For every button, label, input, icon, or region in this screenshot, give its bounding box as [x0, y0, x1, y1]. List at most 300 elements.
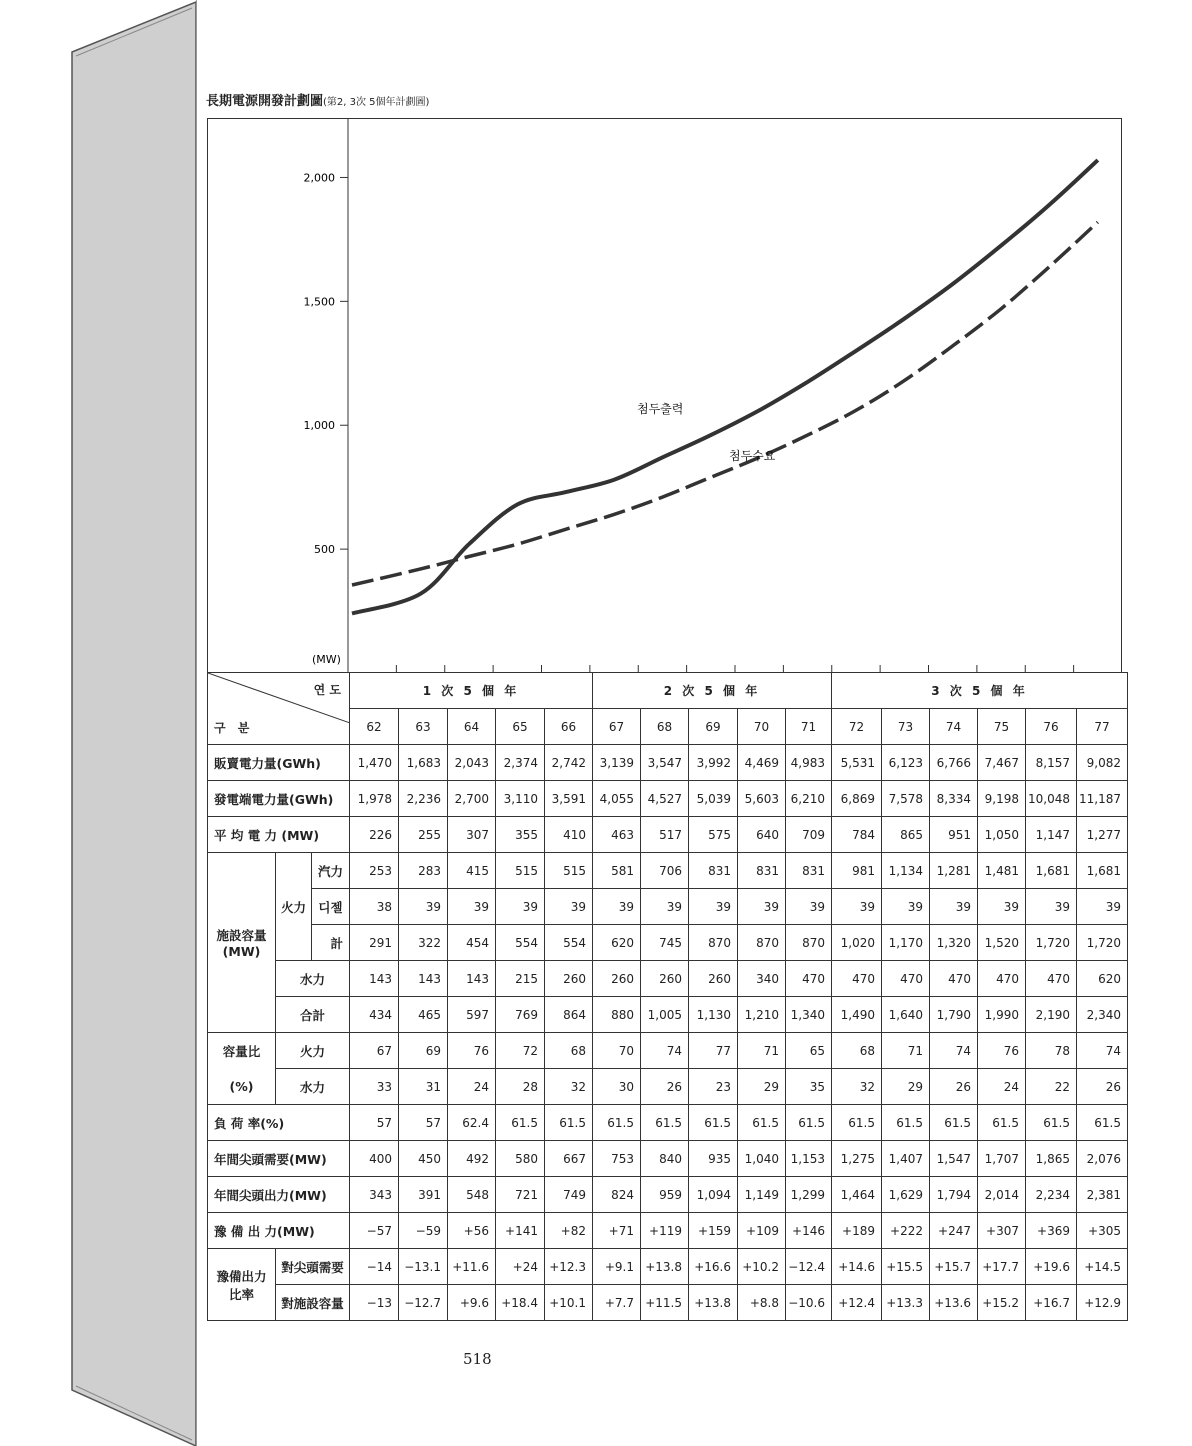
data-cell: +12.3 — [545, 1249, 593, 1285]
thermal-label: 火力 — [276, 853, 312, 961]
data-cell: 640 — [738, 817, 786, 853]
capacity-label-cell — [208, 853, 276, 1033]
row-label: 對施設容量 — [276, 1285, 350, 1321]
data-cell: 517 — [641, 817, 689, 853]
capacity-label: 施設容量 — [216, 928, 267, 943]
row-label: 年間尖頭需要(MW) — [208, 1141, 350, 1177]
data-cell: 32 — [545, 1069, 593, 1105]
data-cell: 39 — [786, 889, 832, 925]
data-cell: 1,490 — [832, 997, 882, 1033]
data-cell: 1,134 — [882, 853, 930, 889]
data-cell: 935 — [689, 1141, 738, 1177]
year-cell: 69 — [689, 709, 738, 745]
data-cell: 515 — [496, 853, 545, 889]
data-cell: 4,983 — [786, 745, 832, 781]
data-cell: +11.5 — [641, 1285, 689, 1321]
data-cell: +10.2 — [738, 1249, 786, 1285]
data-cell: 69 — [399, 1033, 448, 1069]
data-cell: +12.9 — [1077, 1285, 1128, 1321]
data-cell: 3,591 — [545, 781, 593, 817]
year-cell: 62 — [350, 709, 399, 745]
data-cell: 71 — [738, 1033, 786, 1069]
data-cell: 343 — [350, 1177, 399, 1213]
data-cell: 39 — [448, 889, 496, 925]
data-cell: −10.6 — [786, 1285, 832, 1321]
year-cell: 73 — [882, 709, 930, 745]
division-label: 구 분 — [214, 721, 254, 735]
row-label: 合計 — [276, 997, 350, 1033]
data-cell: 9,082 — [1077, 745, 1128, 781]
reserve-ratio-label-cell — [208, 1249, 276, 1321]
data-cell: 1,720 — [1077, 925, 1128, 961]
data-cell: 959 — [641, 1177, 689, 1213]
data-cell: 61.5 — [496, 1105, 545, 1141]
data-cell: 33 — [350, 1069, 399, 1105]
data-cell: 554 — [545, 925, 593, 961]
year-cell: 71 — [786, 709, 832, 745]
table-row-diesel — [208, 889, 1128, 925]
data-cell: 5,039 — [689, 781, 738, 817]
data-cell: 465 — [399, 997, 448, 1033]
reserve-ratio-label-2: 比率 — [228, 1286, 254, 1302]
data-cell: 7,578 — [882, 781, 930, 817]
series-line-peak-demand — [352, 222, 1098, 585]
data-cell: 721 — [496, 1177, 545, 1213]
data-cell: +141 — [496, 1213, 545, 1249]
y-tick-label: 1,500 — [303, 295, 335, 309]
data-cell: 3,110 — [496, 781, 545, 817]
data-cell: 260 — [545, 961, 593, 997]
data-cell: 745 — [641, 925, 689, 961]
data-cell: 1,170 — [882, 925, 930, 961]
data-cell: 8,334 — [930, 781, 978, 817]
year-cell: 74 — [930, 709, 978, 745]
data-cell: 1,707 — [978, 1141, 1026, 1177]
data-cell: 2,014 — [978, 1177, 1026, 1213]
data-cell: 1,990 — [978, 997, 1026, 1033]
data-cell: 61.5 — [545, 1105, 593, 1141]
y-tick-label: 2,000 — [303, 171, 335, 185]
year-label: 연 도 — [313, 683, 341, 697]
row-label: 販賣電力量(GWh) — [208, 745, 350, 781]
table-row-sales — [208, 745, 1128, 781]
year-cell: 67 — [593, 709, 641, 745]
data-cell: +18.4 — [496, 1285, 545, 1321]
row-label: 計 — [312, 925, 350, 961]
data-cell: 6,123 — [882, 745, 930, 781]
data-cell: 1,149 — [738, 1177, 786, 1213]
year-cell: 65 — [496, 709, 545, 745]
data-cell: 548 — [448, 1177, 496, 1213]
data-cell: 831 — [738, 853, 786, 889]
data-cell: 307 — [448, 817, 496, 853]
data-cell: +13.6 — [930, 1285, 978, 1321]
data-cell: +159 — [689, 1213, 738, 1249]
data-cell: −12.4 — [786, 1249, 832, 1285]
data-table — [207, 672, 1128, 1321]
data-cell: 1,470 — [350, 745, 399, 781]
data-cell: +82 — [545, 1213, 593, 1249]
data-cell: 39 — [832, 889, 882, 925]
data-cell: 39 — [399, 889, 448, 925]
table-row-reserve — [208, 1213, 1128, 1249]
data-cell: 470 — [832, 961, 882, 997]
data-cell: 1,481 — [978, 853, 1026, 889]
data-cell: +71 — [593, 1213, 641, 1249]
data-cell: +13.8 — [641, 1249, 689, 1285]
data-cell: 76 — [978, 1033, 1026, 1069]
data-cell: 2,742 — [545, 745, 593, 781]
data-cell: 415 — [448, 853, 496, 889]
data-cell: 870 — [786, 925, 832, 961]
series-line-peak-output — [352, 160, 1098, 613]
row-label: 對尖頭需要 — [276, 1249, 350, 1285]
title-subtitle: (第2, 3次 5個年計劃圖) — [323, 97, 430, 108]
data-cell: +14.6 — [832, 1249, 882, 1285]
capacity-unit: (MW) — [222, 944, 261, 959]
header-row-periods — [208, 673, 1128, 709]
table-row-ratio-hydro — [208, 1069, 1128, 1105]
data-cell: +307 — [978, 1213, 1026, 1249]
ratio-label: 容量比 — [208, 1033, 276, 1069]
data-cell: 1,153 — [786, 1141, 832, 1177]
data-cell: 39 — [545, 889, 593, 925]
data-cell: 1,520 — [978, 925, 1026, 961]
data-cell: 709 — [786, 817, 832, 853]
data-cell: 1,020 — [832, 925, 882, 961]
data-cell: 215 — [496, 961, 545, 997]
data-cell: 57 — [399, 1105, 448, 1141]
data-cell: +9.1 — [593, 1249, 641, 1285]
data-cell: 35 — [786, 1069, 832, 1105]
data-cell: 31 — [399, 1069, 448, 1105]
data-cell: 355 — [496, 817, 545, 853]
data-cell: 1,210 — [738, 997, 786, 1033]
data-cell: 2,190 — [1026, 997, 1077, 1033]
data-cell: 26 — [1077, 1069, 1128, 1105]
data-cell: 784 — [832, 817, 882, 853]
data-cell: 1,681 — [1026, 853, 1077, 889]
data-cell: −13.1 — [399, 1249, 448, 1285]
reserve-ratio-label: 豫備出力 — [216, 1268, 267, 1284]
data-cell: −12.7 — [399, 1285, 448, 1321]
row-label: 發電端電力量(GWh) — [208, 781, 350, 817]
table-row-reserve-vs-capacity — [208, 1285, 1128, 1321]
data-cell: 515 — [545, 853, 593, 889]
data-cell: +15.5 — [882, 1249, 930, 1285]
data-cell: 470 — [786, 961, 832, 997]
data-cell: 1,640 — [882, 997, 930, 1033]
data-cell: 667 — [545, 1141, 593, 1177]
table-row-hydro — [208, 961, 1128, 997]
data-cell: 769 — [496, 997, 545, 1033]
data-cell: 1,275 — [832, 1141, 882, 1177]
data-cell: +8.8 — [738, 1285, 786, 1321]
row-label: 水力 — [276, 1069, 350, 1105]
title-main: 長期電源開發計劃圖 — [206, 94, 324, 109]
data-cell: 1,790 — [930, 997, 978, 1033]
data-cell: 4,527 — [641, 781, 689, 817]
data-cell: +10.1 — [545, 1285, 593, 1321]
year-cell: 64 — [448, 709, 496, 745]
page-number: 518 — [463, 1350, 492, 1368]
data-cell: 1,683 — [399, 745, 448, 781]
year-cell: 77 — [1077, 709, 1128, 745]
data-cell: 77 — [689, 1033, 738, 1069]
data-cell: 749 — [545, 1177, 593, 1213]
data-cell: 255 — [399, 817, 448, 853]
data-cell: 1,407 — [882, 1141, 930, 1177]
data-cell: 76 — [448, 1033, 496, 1069]
data-cell: 68 — [545, 1033, 593, 1069]
table-row-steam — [208, 853, 1128, 889]
data-cell: 74 — [930, 1033, 978, 1069]
data-cell: 39 — [689, 889, 738, 925]
data-cell: 39 — [882, 889, 930, 925]
data-cell: 29 — [738, 1069, 786, 1105]
data-cell: 10,048 — [1026, 781, 1077, 817]
data-cell: +12.4 — [832, 1285, 882, 1321]
data-cell: 831 — [786, 853, 832, 889]
data-cell: 597 — [448, 997, 496, 1033]
y-tick-label: 500 — [314, 543, 335, 557]
table-row-ratio-thermal — [208, 1033, 1128, 1069]
data-cell: 434 — [350, 997, 399, 1033]
data-cell: 260 — [641, 961, 689, 997]
data-cell: +247 — [930, 1213, 978, 1249]
data-cell: 1,340 — [786, 997, 832, 1033]
data-cell: 470 — [930, 961, 978, 997]
data-cell: 2,076 — [1077, 1141, 1128, 1177]
data-cell: 2,700 — [448, 781, 496, 817]
year-cell: 76 — [1026, 709, 1077, 745]
data-cell: 3,547 — [641, 745, 689, 781]
data-cell: 2,236 — [399, 781, 448, 817]
data-cell: 61.5 — [882, 1105, 930, 1141]
data-cell: 1,005 — [641, 997, 689, 1033]
period-header: 2 次 5 個 年 — [593, 673, 832, 709]
data-cell: 8,157 — [1026, 745, 1077, 781]
data-cell: 39 — [978, 889, 1026, 925]
data-cell: 470 — [978, 961, 1026, 997]
data-cell: +119 — [641, 1213, 689, 1249]
table-row-generation — [208, 781, 1128, 817]
data-cell: 39 — [1077, 889, 1128, 925]
data-cell: 5,603 — [738, 781, 786, 817]
row-label: 디젤 — [312, 889, 350, 925]
chart-frame — [208, 119, 1122, 673]
data-cell: 71 — [882, 1033, 930, 1069]
data-cell: 3,139 — [593, 745, 641, 781]
data-cell: 39 — [930, 889, 978, 925]
data-cell: 951 — [930, 817, 978, 853]
data-cell: 30 — [593, 1069, 641, 1105]
data-cell: +109 — [738, 1213, 786, 1249]
data-cell: −57 — [350, 1213, 399, 1249]
data-cell: 61.5 — [641, 1105, 689, 1141]
data-cell: 753 — [593, 1141, 641, 1177]
data-cell: −13 — [350, 1285, 399, 1321]
data-cell: 1,094 — [689, 1177, 738, 1213]
data-cell: +369 — [1026, 1213, 1077, 1249]
data-cell: 340 — [738, 961, 786, 997]
data-cell: 26 — [641, 1069, 689, 1105]
data-cell: 410 — [545, 817, 593, 853]
data-cell: 6,766 — [930, 745, 978, 781]
data-cell: 74 — [1077, 1033, 1128, 1069]
data-cell: 38 — [350, 889, 399, 925]
power-chart — [207, 118, 1122, 674]
data-cell: 253 — [350, 853, 399, 889]
data-cell: 11,187 — [1077, 781, 1128, 817]
table-row-average — [208, 817, 1128, 853]
data-cell: 143 — [350, 961, 399, 997]
data-cell: 32 — [832, 1069, 882, 1105]
data-cell: 1,978 — [350, 781, 399, 817]
row-label: 年間尖頭出力(MW) — [208, 1177, 350, 1213]
data-cell: 78 — [1026, 1033, 1077, 1069]
data-cell: 39 — [1026, 889, 1077, 925]
data-cell: 74 — [641, 1033, 689, 1069]
data-cell: 870 — [689, 925, 738, 961]
data-cell: 9,198 — [978, 781, 1026, 817]
data-cell: 62.4 — [448, 1105, 496, 1141]
data-cell: 2,234 — [1026, 1177, 1077, 1213]
year-cell: 63 — [399, 709, 448, 745]
data-cell: +146 — [786, 1213, 832, 1249]
data-cell: 865 — [882, 817, 930, 853]
data-cell: 620 — [593, 925, 641, 961]
data-cell: 492 — [448, 1141, 496, 1177]
data-cell: 61.5 — [1077, 1105, 1128, 1141]
year-cell: 75 — [978, 709, 1026, 745]
data-cell: 620 — [1077, 961, 1128, 997]
y-tick-label: 1,000 — [303, 419, 335, 433]
data-cell: 454 — [448, 925, 496, 961]
data-cell: 61.5 — [978, 1105, 1026, 1141]
data-cell: +16.6 — [689, 1249, 738, 1285]
data-cell: 1,281 — [930, 853, 978, 889]
data-cell: 29 — [882, 1069, 930, 1105]
data-cell: 61.5 — [593, 1105, 641, 1141]
data-cell: 581 — [593, 853, 641, 889]
data-cell: 824 — [593, 1177, 641, 1213]
table-row-load-factor — [208, 1105, 1128, 1141]
data-cell: 22 — [1026, 1069, 1077, 1105]
year-cell: 70 — [738, 709, 786, 745]
period-header: 1 次 5 個 年 — [350, 673, 593, 709]
data-cell: 831 — [689, 853, 738, 889]
data-cell: 26 — [930, 1069, 978, 1105]
data-cell: +17.7 — [978, 1249, 1026, 1285]
data-cell: 1,547 — [930, 1141, 978, 1177]
data-cell: 39 — [593, 889, 641, 925]
data-cell: 5,531 — [832, 745, 882, 781]
series-label-peak-demand: 첨두수요 — [729, 449, 776, 463]
data-cell: +189 — [832, 1213, 882, 1249]
data-cell: +56 — [448, 1213, 496, 1249]
row-label: 負 荷 率(%) — [208, 1105, 350, 1141]
data-cell: 880 — [593, 997, 641, 1033]
data-cell: 1,720 — [1026, 925, 1077, 961]
year-cell: 72 — [832, 709, 882, 745]
row-label: 水力 — [276, 961, 350, 997]
row-label: 豫 備 出 力(MW) — [208, 1213, 350, 1249]
data-cell: 1,130 — [689, 997, 738, 1033]
data-cell: 6,210 — [786, 781, 832, 817]
data-cell: 1,320 — [930, 925, 978, 961]
page-title — [206, 90, 429, 109]
data-cell: 24 — [448, 1069, 496, 1105]
data-cell: 143 — [448, 961, 496, 997]
data-cell: +305 — [1077, 1213, 1128, 1249]
table-row-peak-output — [208, 1177, 1128, 1213]
data-cell: 28 — [496, 1069, 545, 1105]
data-cell: +15.7 — [930, 1249, 978, 1285]
data-cell: +7.7 — [593, 1285, 641, 1321]
data-cell: 226 — [350, 817, 399, 853]
data-cell: 322 — [399, 925, 448, 961]
data-cell: 580 — [496, 1141, 545, 1177]
book-spine — [0, 0, 200, 1446]
data-cell: 864 — [545, 997, 593, 1033]
data-cell: 2,043 — [448, 745, 496, 781]
data-cell: 2,381 — [1077, 1177, 1128, 1213]
table-row-thermal-subtotal — [208, 925, 1128, 961]
data-cell: 283 — [399, 853, 448, 889]
data-cell: 1,794 — [930, 1177, 978, 1213]
data-cell: 260 — [593, 961, 641, 997]
data-cell: +13.8 — [689, 1285, 738, 1321]
data-cell: 1,865 — [1026, 1141, 1077, 1177]
data-cell: 1,050 — [978, 817, 1026, 853]
header-corner-cell — [208, 673, 350, 745]
data-cell: 57 — [350, 1105, 399, 1141]
data-cell: 2,340 — [1077, 997, 1128, 1033]
data-cell: 391 — [399, 1177, 448, 1213]
data-cell: −59 — [399, 1213, 448, 1249]
data-cell: 39 — [641, 889, 689, 925]
period-header: 3 次 5 個 年 — [832, 673, 1128, 709]
data-cell: 61.5 — [786, 1105, 832, 1141]
table-row-reserve-vs-peak — [208, 1249, 1128, 1285]
data-cell: 575 — [689, 817, 738, 853]
data-cell: 463 — [593, 817, 641, 853]
data-cell: 3,992 — [689, 745, 738, 781]
data-cell: 67 — [350, 1033, 399, 1069]
data-cell: 39 — [496, 889, 545, 925]
data-cell: 1,629 — [882, 1177, 930, 1213]
data-cell: +9.6 — [448, 1285, 496, 1321]
ratio-unit: (%) — [208, 1069, 276, 1105]
data-cell: 291 — [350, 925, 399, 961]
data-cell: 400 — [350, 1141, 399, 1177]
data-cell: 24 — [978, 1069, 1026, 1105]
data-cell: +11.6 — [448, 1249, 496, 1285]
year-cell: 68 — [641, 709, 689, 745]
data-cell: 68 — [832, 1033, 882, 1069]
data-cell: 981 — [832, 853, 882, 889]
data-cell: 6,869 — [832, 781, 882, 817]
data-cell: 65 — [786, 1033, 832, 1069]
data-cell: 23 — [689, 1069, 738, 1105]
data-cell: 2,374 — [496, 745, 545, 781]
data-cell: 39 — [738, 889, 786, 925]
data-cell: +16.7 — [1026, 1285, 1077, 1321]
row-label: 火力 — [276, 1033, 350, 1069]
data-cell: 470 — [1026, 961, 1077, 997]
data-cell: 61.5 — [1026, 1105, 1077, 1141]
